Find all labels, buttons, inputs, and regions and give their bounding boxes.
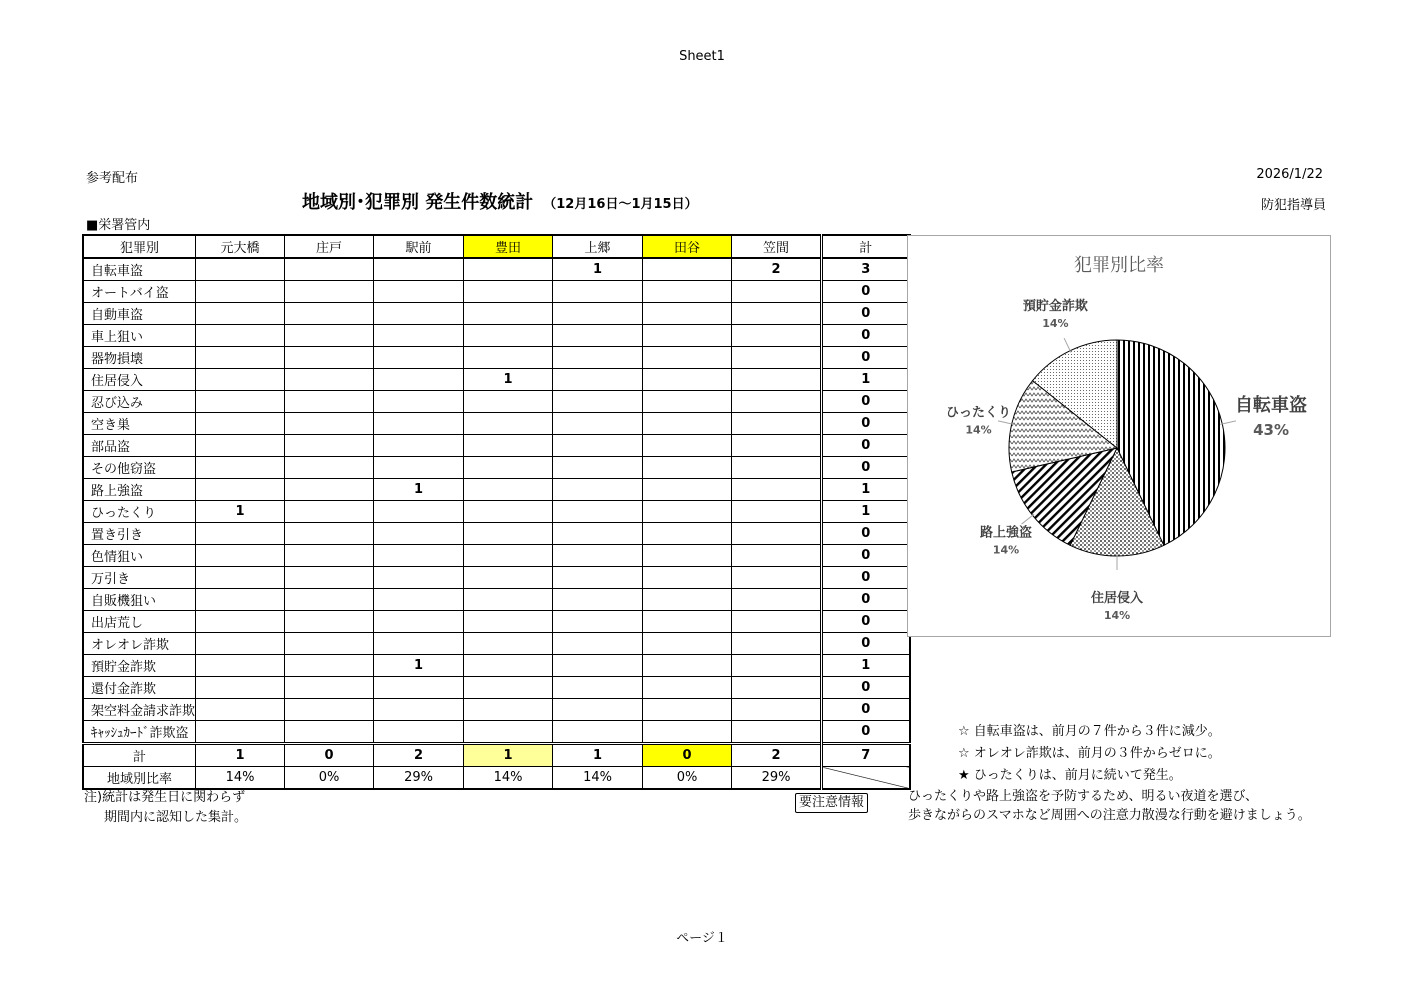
grand-total: 7 — [822, 744, 910, 767]
memo-list — [958, 721, 1221, 787]
row-total: 0 — [822, 435, 910, 457]
cell-count — [374, 258, 464, 281]
cell-count — [285, 501, 374, 523]
cell-count — [732, 325, 822, 347]
cell-count — [643, 677, 732, 699]
cell-count — [732, 567, 822, 589]
crime-name: 架空料金請求詐欺 — [83, 699, 196, 721]
cell-count — [732, 391, 822, 413]
issuer: 防犯指導員 — [1260, 198, 1326, 213]
cell-count — [553, 369, 643, 391]
cell-count — [732, 677, 822, 699]
cell-count — [464, 303, 553, 325]
slice-percent: 14% — [965, 423, 992, 437]
cell-count — [553, 611, 643, 633]
header-region: 庄戸 — [285, 235, 374, 258]
cell-count — [196, 258, 285, 281]
crime-name: 部品盗 — [83, 435, 196, 457]
chart-title: 犯罪別比率 — [1074, 255, 1164, 276]
cell-count — [285, 347, 374, 369]
memo-item: ☆ オレオレ詐欺は、前月の３件からゼロに。 — [958, 746, 1221, 761]
crime-name: 預貯金詐欺 — [83, 655, 196, 677]
cell-count — [553, 501, 643, 523]
crime-name: 置き引き — [83, 523, 196, 545]
total-label: 計 — [83, 744, 196, 767]
cell-count — [464, 589, 553, 611]
cell-count — [285, 258, 374, 281]
cell-count — [732, 369, 822, 391]
cell-count — [464, 457, 553, 479]
table-row — [83, 391, 910, 413]
table-row — [83, 677, 910, 699]
row-total: 0 — [822, 391, 910, 413]
row-total: 0 — [822, 303, 910, 325]
cell-count — [643, 391, 732, 413]
cell-count — [374, 611, 464, 633]
report-title — [302, 188, 698, 214]
crime-name: 路上強盗 — [83, 479, 196, 501]
row-total: 1 — [822, 479, 910, 501]
cell-count — [643, 303, 732, 325]
cell-count — [553, 303, 643, 325]
cell-count — [643, 369, 732, 391]
cell-count — [643, 633, 732, 655]
leader-line — [998, 421, 1014, 425]
cell-count — [464, 413, 553, 435]
cell-count — [643, 435, 732, 457]
cell-count — [553, 523, 643, 545]
row-total: 0 — [822, 413, 910, 435]
cell-count — [643, 347, 732, 369]
cell-count — [196, 325, 285, 347]
cell-count — [553, 655, 643, 677]
slice-label: 路上強盗 — [979, 525, 1032, 541]
cell-count — [196, 369, 285, 391]
crime-name: 車上狙い — [83, 325, 196, 347]
cell-count — [732, 633, 822, 655]
cell-count — [196, 699, 285, 721]
crime-stats-table — [82, 234, 911, 790]
table-row — [83, 721, 910, 744]
cell-count — [196, 611, 285, 633]
table-row — [83, 281, 910, 303]
cell-count — [374, 545, 464, 567]
crime-name: その他窃盗 — [83, 457, 196, 479]
cell-count — [374, 413, 464, 435]
cell-count — [464, 523, 553, 545]
slice-percent: 43% — [1253, 420, 1289, 439]
region-ratio: 29% — [732, 767, 822, 790]
footnote-line: 注)統計は発生日に関わらず — [84, 790, 246, 805]
sheet-name: Sheet1 — [679, 49, 725, 64]
table-row — [83, 413, 910, 435]
cell-count — [553, 677, 643, 699]
table-row — [83, 479, 910, 501]
cell-count — [374, 303, 464, 325]
cell-count — [464, 611, 553, 633]
distribution-note: 参考配布 — [86, 171, 139, 186]
cell-count — [643, 325, 732, 347]
table-row — [83, 325, 910, 347]
leader-line — [1022, 514, 1035, 524]
cell-count — [374, 281, 464, 303]
crime-name: 住居侵入 — [83, 369, 196, 391]
row-total: 0 — [822, 545, 910, 567]
cell-count — [643, 281, 732, 303]
cell-count — [196, 633, 285, 655]
advice-line: 歩きながらのスマホなど周囲への注意力散漫な行動を避けましょう。 — [908, 808, 1311, 823]
cell-count — [464, 567, 553, 589]
cell-count — [285, 589, 374, 611]
cell-count — [464, 545, 553, 567]
row-total: 0 — [822, 611, 910, 633]
cell-count — [285, 303, 374, 325]
slice-label: 預貯金詐欺 — [1022, 299, 1088, 315]
cell-count — [643, 501, 732, 523]
cell-count — [285, 391, 374, 413]
cell-count — [285, 523, 374, 545]
region-ratio: 14% — [553, 767, 643, 790]
cell-count — [464, 325, 553, 347]
cell-count: 2 — [732, 258, 822, 281]
cell-count — [374, 699, 464, 721]
advice-text — [908, 787, 1311, 825]
cell-count — [464, 677, 553, 699]
region-total: 2 — [732, 744, 822, 767]
row-total: 0 — [822, 325, 910, 347]
region-ratio: 29% — [374, 767, 464, 790]
cell-count — [732, 611, 822, 633]
crime-name: 自販機狙い — [83, 589, 196, 611]
region-total: 1 — [196, 744, 285, 767]
table-row — [83, 347, 910, 369]
cell-count — [374, 325, 464, 347]
table-row — [83, 501, 910, 523]
advice-line: ひったくりや路上強盗を予防するため、明るい夜道を選び、 — [908, 789, 1258, 804]
cell-count — [285, 281, 374, 303]
cell-count — [374, 391, 464, 413]
cell-count — [553, 347, 643, 369]
cell-count — [374, 369, 464, 391]
cell-count — [464, 479, 553, 501]
row-total: 0 — [822, 633, 910, 655]
cell-count — [732, 303, 822, 325]
row-total: 0 — [822, 589, 910, 611]
leader-line — [1064, 338, 1071, 352]
cell-count — [374, 457, 464, 479]
table-row — [83, 435, 910, 457]
cell-count — [374, 567, 464, 589]
cell-count — [464, 391, 553, 413]
cell-count — [553, 435, 643, 457]
cell-count — [732, 281, 822, 303]
cell-count — [553, 479, 643, 501]
cell-count — [643, 567, 732, 589]
cell-count — [196, 303, 285, 325]
cell-count — [732, 721, 822, 744]
cell-count: 1 — [374, 479, 464, 501]
cell-count — [285, 413, 374, 435]
cell-count — [285, 699, 374, 721]
cell-count — [732, 545, 822, 567]
cell-count — [196, 677, 285, 699]
table-row — [83, 369, 910, 391]
cell-count — [464, 347, 553, 369]
crime-name: 忍び込み — [83, 391, 196, 413]
crime-name: 還付金詐欺 — [83, 677, 196, 699]
cell-count — [285, 567, 374, 589]
cell-count — [553, 699, 643, 721]
ratio-label: 地域別比率 — [83, 767, 196, 790]
cell-count: 1 — [553, 258, 643, 281]
region-total: 1 — [553, 744, 643, 767]
table-row — [83, 457, 910, 479]
cell-count — [553, 281, 643, 303]
slice-percent: 14% — [1042, 317, 1069, 331]
cell-count — [285, 325, 374, 347]
header-row — [83, 235, 910, 258]
cell-count — [196, 589, 285, 611]
header-region: 笠間 — [732, 235, 822, 258]
crime-name: ｷｬｯｼｭｶｰﾄﾞ詐欺盗 — [83, 721, 196, 744]
cell-count — [285, 435, 374, 457]
region-ratio: 0% — [285, 767, 374, 790]
cell-count — [643, 413, 732, 435]
header-sum: 計 — [822, 235, 910, 258]
cell-count — [464, 721, 553, 744]
table-row — [83, 611, 910, 633]
cell-count — [196, 435, 285, 457]
region-total: 0 — [285, 744, 374, 767]
cell-count — [732, 413, 822, 435]
cell-count — [553, 567, 643, 589]
row-total: 0 — [822, 567, 910, 589]
row-total: 0 — [822, 457, 910, 479]
cell-count — [196, 545, 285, 567]
table-row — [83, 258, 910, 281]
cell-count — [464, 655, 553, 677]
cell-count — [285, 677, 374, 699]
title-text: 地域別･犯罪別 発生件数統計 — [302, 192, 534, 213]
table-row — [83, 303, 910, 325]
table-row — [83, 699, 910, 721]
cell-count — [196, 721, 285, 744]
header-crime: 犯罪別 — [83, 235, 196, 258]
cell-count — [196, 391, 285, 413]
cell-count — [553, 545, 643, 567]
region-total: 0 — [643, 744, 732, 767]
row-total: 0 — [822, 721, 910, 744]
cell-count — [374, 677, 464, 699]
cell-count — [732, 457, 822, 479]
header-region: 田谷 — [643, 235, 732, 258]
table-row — [83, 567, 910, 589]
cell-count — [285, 479, 374, 501]
table-row — [83, 545, 910, 567]
crime-name: 自動車盗 — [83, 303, 196, 325]
row-total: 0 — [822, 677, 910, 699]
cell-count — [285, 457, 374, 479]
cell-count — [285, 655, 374, 677]
cell-count — [285, 721, 374, 744]
cell-count: 1 — [196, 501, 285, 523]
region-ratio: 14% — [464, 767, 553, 790]
region-total: 2 — [374, 744, 464, 767]
cell-count — [285, 545, 374, 567]
crime-name: 空き巣 — [83, 413, 196, 435]
cell-count: 1 — [464, 369, 553, 391]
cell-count — [196, 281, 285, 303]
cell-count — [643, 479, 732, 501]
ratio-row — [83, 767, 910, 790]
cell-count — [643, 457, 732, 479]
cell-count — [374, 347, 464, 369]
cell-count — [553, 325, 643, 347]
cell-count — [196, 479, 285, 501]
cell-count — [643, 699, 732, 721]
cell-count — [643, 545, 732, 567]
cell-count — [732, 589, 822, 611]
leader-line — [1220, 421, 1236, 425]
crime-name: オートバイ盗 — [83, 281, 196, 303]
header-region: 上郷 — [553, 235, 643, 258]
crime-name: 出店荒し — [83, 611, 196, 633]
crime-name: 自転車盗 — [83, 258, 196, 281]
header-region: 元大橋 — [196, 235, 285, 258]
table-row — [83, 633, 910, 655]
cell-count — [285, 611, 374, 633]
cell-count: 1 — [374, 655, 464, 677]
slice-percent: 14% — [1103, 609, 1131, 622]
crime-name: ひったくり — [83, 501, 196, 523]
cell-count — [553, 721, 643, 744]
total-row — [83, 744, 910, 767]
report-date: 2026/1/22 — [1256, 167, 1323, 182]
slice-percent: 14% — [992, 543, 1020, 557]
cell-count — [374, 589, 464, 611]
cell-count — [374, 633, 464, 655]
period-text: （12月16日～1月15日） — [543, 197, 698, 212]
cell-count — [374, 435, 464, 457]
caution-label: 要注意情報 — [795, 793, 868, 813]
crime-ratio-chart — [907, 235, 1331, 637]
cell-count — [553, 391, 643, 413]
cell-count — [464, 435, 553, 457]
cell-count — [196, 523, 285, 545]
cell-count — [196, 347, 285, 369]
cell-count — [732, 435, 822, 457]
cell-count — [374, 501, 464, 523]
cell-count — [553, 633, 643, 655]
row-total: 0 — [822, 523, 910, 545]
table-row — [83, 589, 910, 611]
cell-count — [732, 347, 822, 369]
header-region: 豊田 — [464, 235, 553, 258]
cell-count — [285, 369, 374, 391]
page-number: ページ１ — [676, 931, 728, 946]
memo-item: ★ ひったくりは、前月に続いて発生。 — [958, 768, 1182, 783]
crime-name: 万引き — [83, 567, 196, 589]
crime-name: 器物損壊 — [83, 347, 196, 369]
cell-count — [553, 589, 643, 611]
slice-label: 住居侵入 — [1090, 591, 1144, 606]
cell-count — [732, 501, 822, 523]
row-total: 3 — [822, 258, 910, 281]
row-total: 1 — [822, 369, 910, 391]
cell-count — [732, 523, 822, 545]
cell-count — [643, 721, 732, 744]
crime-name: 色情狙い — [83, 545, 196, 567]
cell-count — [374, 523, 464, 545]
cell-count — [285, 633, 374, 655]
region-total: 1 — [464, 744, 553, 767]
cell-count — [374, 721, 464, 744]
cell-count — [196, 457, 285, 479]
cell-count — [553, 413, 643, 435]
cell-count — [464, 258, 553, 281]
ratio-blank-cell — [822, 767, 910, 790]
crime-name: オレオレ詐欺 — [83, 633, 196, 655]
row-total: 0 — [822, 281, 910, 303]
row-total: 0 — [822, 347, 910, 369]
cell-count — [553, 457, 643, 479]
cell-count — [643, 258, 732, 281]
cell-count — [643, 589, 732, 611]
cell-count — [732, 479, 822, 501]
cell-count — [732, 655, 822, 677]
memo-item: ☆ 自転車盗は、前月の７件から３件に減少。 — [958, 724, 1221, 739]
region-ratio: 0% — [643, 767, 732, 790]
cell-count — [643, 611, 732, 633]
row-total: 1 — [822, 655, 910, 677]
cell-count — [464, 699, 553, 721]
area-label: ■栄署管内 — [86, 218, 151, 233]
cell-count — [732, 699, 822, 721]
cell-count — [643, 523, 732, 545]
table-row — [83, 523, 910, 545]
row-total: 0 — [822, 699, 910, 721]
header-region: 駅前 — [374, 235, 464, 258]
table-row — [83, 655, 910, 677]
cell-count — [643, 655, 732, 677]
slice-label: 自転車盗 — [1235, 394, 1308, 416]
footnote — [84, 788, 247, 828]
cell-count — [464, 501, 553, 523]
row-total: 1 — [822, 501, 910, 523]
cell-count — [196, 655, 285, 677]
pie-chart-svg — [908, 236, 1330, 636]
slice-label: ひったくり — [946, 405, 1012, 421]
cell-count — [196, 413, 285, 435]
cell-count — [464, 281, 553, 303]
region-ratio: 14% — [196, 767, 285, 790]
cell-count — [196, 567, 285, 589]
footnote-line: 期間内に認知した集計。 — [104, 810, 248, 825]
cell-count — [464, 633, 553, 655]
